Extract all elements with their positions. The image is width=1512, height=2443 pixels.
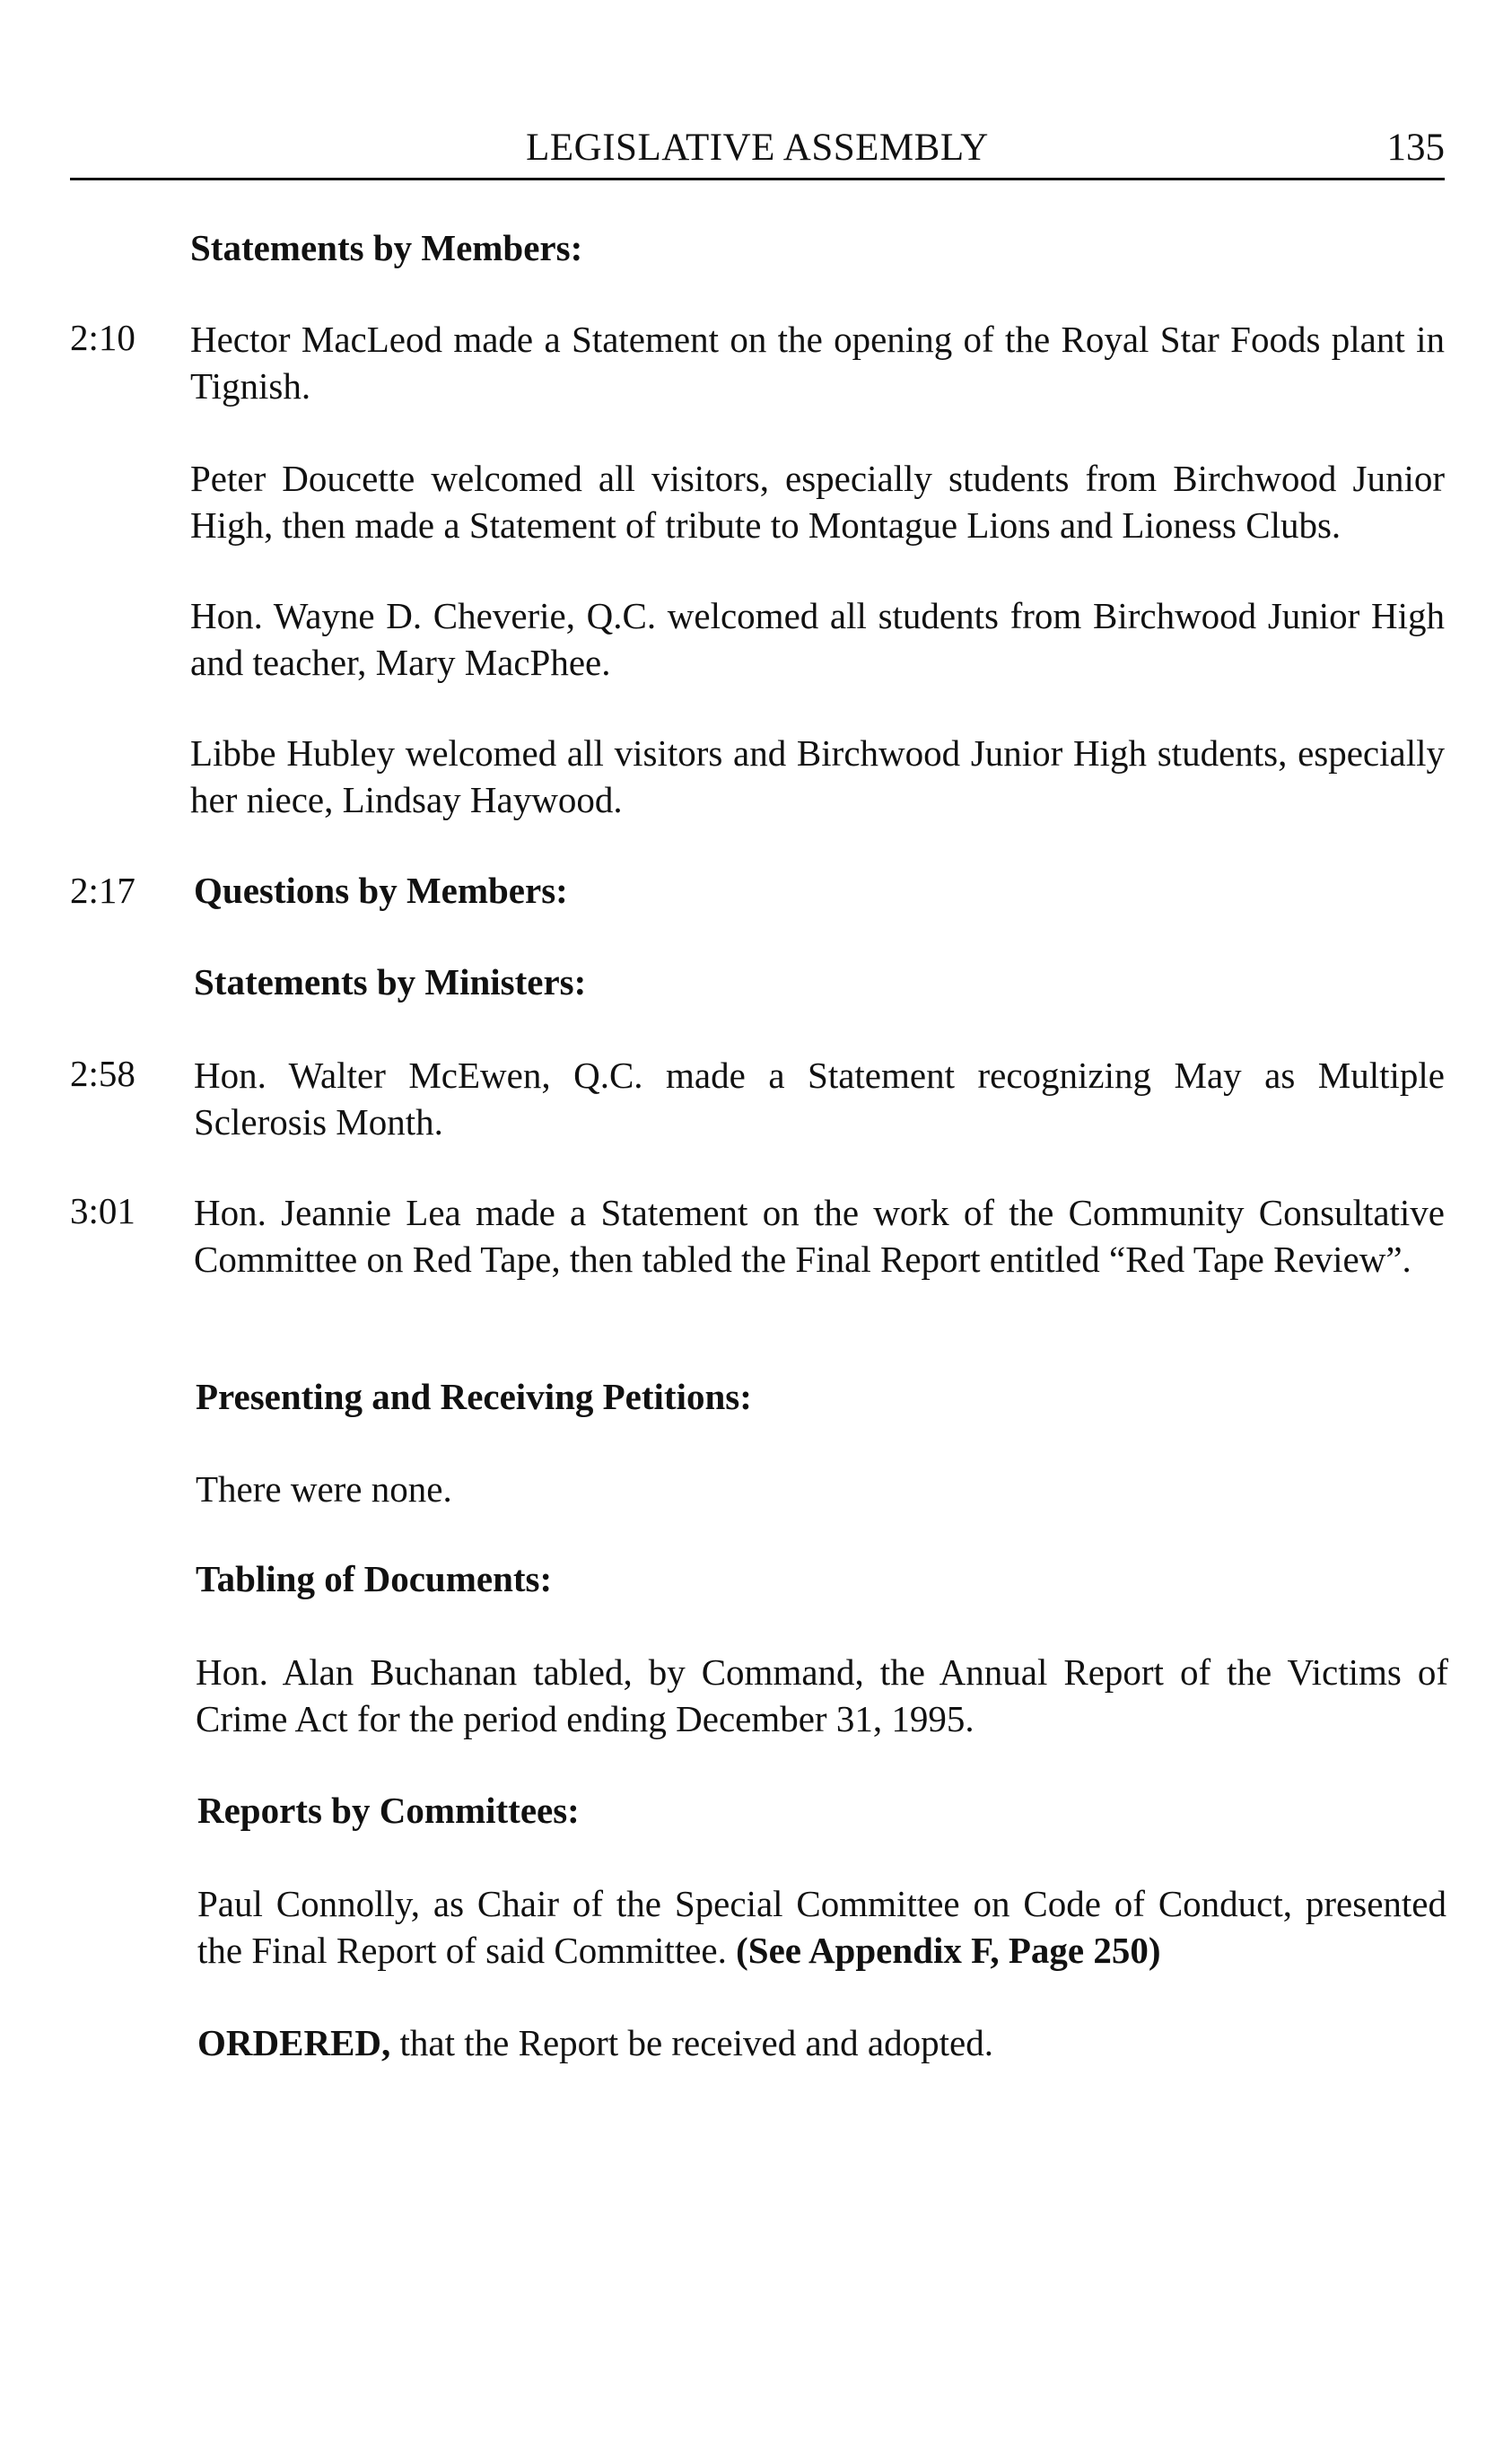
page-number: 135	[1386, 127, 1445, 169]
entry-time: 2:58	[70, 1053, 135, 1094]
statement-paragraph: Hon. Alan Buchanan tabled, by Command, the Annual Report of the Victims of Crime Act for the period ending December 31, 1995.	[196, 1651, 1448, 1739]
section-heading-committees: Reports by Committees:	[197, 1790, 580, 1831]
statement-paragraph	[197, 1880, 1446, 1974]
section-heading-tabling: Tabling of Documents:	[196, 1558, 553, 1599]
running-title: LEGISLATIVE ASSEMBLY	[526, 127, 989, 169]
entry-time: 2:17	[70, 870, 135, 911]
statement-paragraph: There were none.	[196, 1468, 452, 1510]
entry-time: 2:10	[70, 317, 135, 358]
statement-paragraph: Hon. Jeannie Lea made a Statement on the work of the Community Consultative Committee on Red Tape, then tabled the Final Report entitled “Red Tape Review”.	[194, 1192, 1445, 1280]
statement-paragraph: Hector MacLeod made a Statement on the opening of the Royal Star Foods plant in Tignish.	[190, 319, 1445, 407]
entry-time: 3:01	[70, 1190, 135, 1231]
statement-paragraph: Hon. Walter McEwen, Q.C. made a Statement recognizing May as Multiple Sclerosis Month.	[194, 1055, 1445, 1143]
ordered-label: ORDERED,	[197, 2022, 391, 2063]
statement-paragraph: Hon. Wayne D. Cheverie, Q.C. welcomed all students from Birchwood Junior High and teacher, Mary MacPhee.	[190, 595, 1445, 683]
statement-paragraph: Libbe Hubley welcomed all visitors and Birchwood Junior High students, especially her niece, Lindsay Haywood.	[190, 732, 1445, 820]
section-heading-questions: Questions by Members:	[194, 870, 568, 911]
ordered-text: that the Report be received and adopted.	[390, 2022, 993, 2063]
statement-paragraph: Peter Doucette welcomed all visitors, especially students from Birchwood Junior High, then made a Statement of tribute to Montague Lions and Lioness Clubs.	[190, 458, 1445, 546]
page-header	[70, 126, 1445, 180]
section-heading-petitions: Presenting and Receiving Petitions:	[196, 1376, 752, 1417]
ordered-paragraph	[197, 2019, 1446, 2066]
section-heading-statements-members: Statements by Members:	[190, 227, 583, 268]
section-heading-statements-ministers: Statements by Ministers:	[194, 961, 587, 1003]
appendix-reference: (See Appendix F, Page 250)	[736, 1930, 1161, 1971]
committee-report-text: Paul Connolly, as Chair of the Special Committee on Code of Conduct, presented the Final Report of said Committee.	[197, 1883, 1446, 1971]
